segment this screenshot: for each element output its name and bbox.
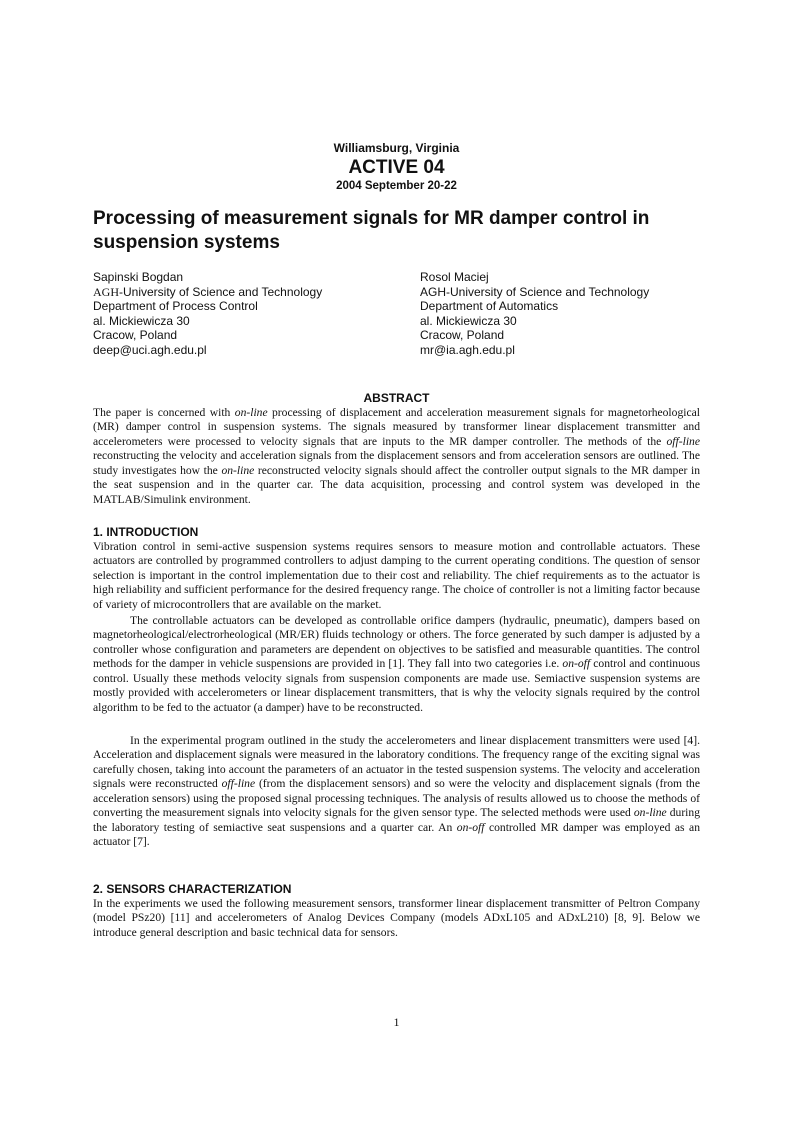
- paragraph-text-part: (from the displacement sensors) and so were the velocity and displacement signals (from the acceleration sensors) using the proposed signal processing techniques. The analysis of results allowed us to choose the methods of converting the measurement signals into velocity signals for the given sensor type. The selected methods were used: [93, 777, 701, 820]
- author-city: Cracow, Poland: [93, 328, 178, 343]
- affiliation-rest: -University of Science and Technology: [119, 284, 323, 299]
- author-name: Sapinski Bogdan: [93, 270, 184, 284]
- introduction-paragraph-2: [93, 614, 700, 715]
- author-email: mr@ia.agh.edu.pl: [420, 342, 515, 357]
- conference-dates: 2004 September 20-22: [336, 180, 457, 192]
- paper-title: Processing of measurement signals for MR damper control in suspension systems: [93, 208, 650, 253]
- conference-name: ACTIVE 04: [348, 157, 445, 178]
- author-department: Department of Automatics: [420, 299, 559, 314]
- conference-location: Williamsburg, Virginia: [333, 141, 460, 155]
- introduction-paragraph-1: Vibration control in semi-active suspension systems requires sensors to measure motion and controllable actuators. These actuators are controlled by programmed controllers to adjust damping to the current operating conditions. The question of sensor selection is important in the control implementation due to their cost and reliability. The chief requirements as to the actuator is high reliability and sufficient performance for the desired frequency range. The choice of controller is not a limiting factor because of variety of microcontrollers that are available on the market.: [93, 540, 700, 611]
- author-block-2: [420, 270, 649, 358]
- abstract-text-part: reconstructed velocity signals should affect the controller output signals to the MR damper in the seat suspension and in the quarter car. The data acquisition, processing and control system was developed in the MATLAB/Simulink environment.: [93, 463, 700, 506]
- paragraph-emphasis: on-line: [633, 806, 667, 820]
- author-city: Cracow, Poland: [420, 328, 505, 343]
- introduction-heading: 1. INTRODUCTION: [93, 525, 199, 539]
- paragraph-text-part: The controllable actuators can be developed as controllable orifice dampers (hydraulic, pneumatic), dampers based on magnetorheological/electrorheological (MR/ER) fluids technology or others. The force generated by such damper is adjusted by a controller whose configuration and parameters are dependent on objectives to be satisfied and measurable quantities. The control methods for the damper in vehicle suspensions are provided in [1]. They fall into two categories i.e.: [93, 614, 700, 671]
- abstract-heading: ABSTRACT: [363, 391, 430, 405]
- author-street: al. Mickiewicza 30: [420, 313, 517, 328]
- abstract-emphasis: on-line: [221, 463, 255, 477]
- author-affiliation: AGH-University of Science and Technology: [420, 284, 650, 299]
- paragraph-text-part: In the experimental program outlined in the study the accelerometers and linear displacement transmitters were used [4]. Acceleration and displacement signals were measured in the laboratory conditions. The frequency range of the exciting signal was carefully chosen, taking into account the parameters of an actuator in the tested suspension systems. The velocity and acceleration signals were reconstructed: [93, 734, 700, 791]
- author-affiliation: [93, 285, 322, 300]
- author-department: Department of Process Control: [93, 299, 258, 314]
- sensors-paragraph-1: In the experiments we used the following measurement sensors, transformer linear displacement transmitter of Peltron Company (model PSz20) [11] and accelerometers of Analog Devices Company (models ADxL105 and ADxL210) [8, 9]. Below we introduce general description and basic technical data for sensors.: [93, 897, 700, 939]
- author-street: al. Mickiewicza 30: [93, 313, 190, 328]
- affiliation-prefix: AGH: [93, 284, 119, 299]
- abstract-emphasis: on-line: [234, 406, 268, 419]
- introduction-paragraph-3: [93, 734, 700, 850]
- paragraph-emphasis: off-line: [221, 777, 256, 791]
- page-number: 1: [393, 1015, 400, 1029]
- author-email: deep@uci.agh.edu.pl: [93, 342, 207, 357]
- paragraph-text-part: control and continuous control. Usually these methods velocity signals from suspension components are made use. Semiactive suspension systems are mostly provided with accelerometers or linear displacement transmitters, that is why the velocity signals required by the control algorithm to be fed to the actuator (a damper) have to be reconstructed.: [93, 657, 701, 714]
- author-name: Rosol Maciej: [420, 270, 489, 284]
- abstract-text-part: processing of displacement and acceleration measurement signals for magnetorheological (MR) damper control in suspension systems. The signals measured by transformer linear displacement transmitter and accelerometers were processed to velocity signals that are inputs to the MR damper controller. The methods of the: [93, 406, 700, 448]
- abstract-text: [93, 406, 700, 507]
- paragraph-emphasis: on-off: [562, 657, 591, 671]
- abstract-text-part: The paper is concerned with: [93, 406, 235, 419]
- author-block-1: [93, 270, 322, 358]
- abstract-emphasis: off-line: [666, 434, 700, 448]
- paragraph-text-part: controlled MR damper was employed as an actuator [7].: [93, 820, 700, 849]
- sensors-heading: 2. SENSORS CHARACTERIZATION: [93, 882, 292, 896]
- paragraph-emphasis: on-off: [456, 820, 485, 834]
- paragraph-text-part: during the laboratory testing of semiactive seat suspensions and a quarter car. An: [93, 806, 700, 834]
- abstract-text-part: reconstructing the velocity and acceleration signals from the displacement sensors and from acceleration sensors are outlined. The study investigates how the: [93, 449, 700, 477]
